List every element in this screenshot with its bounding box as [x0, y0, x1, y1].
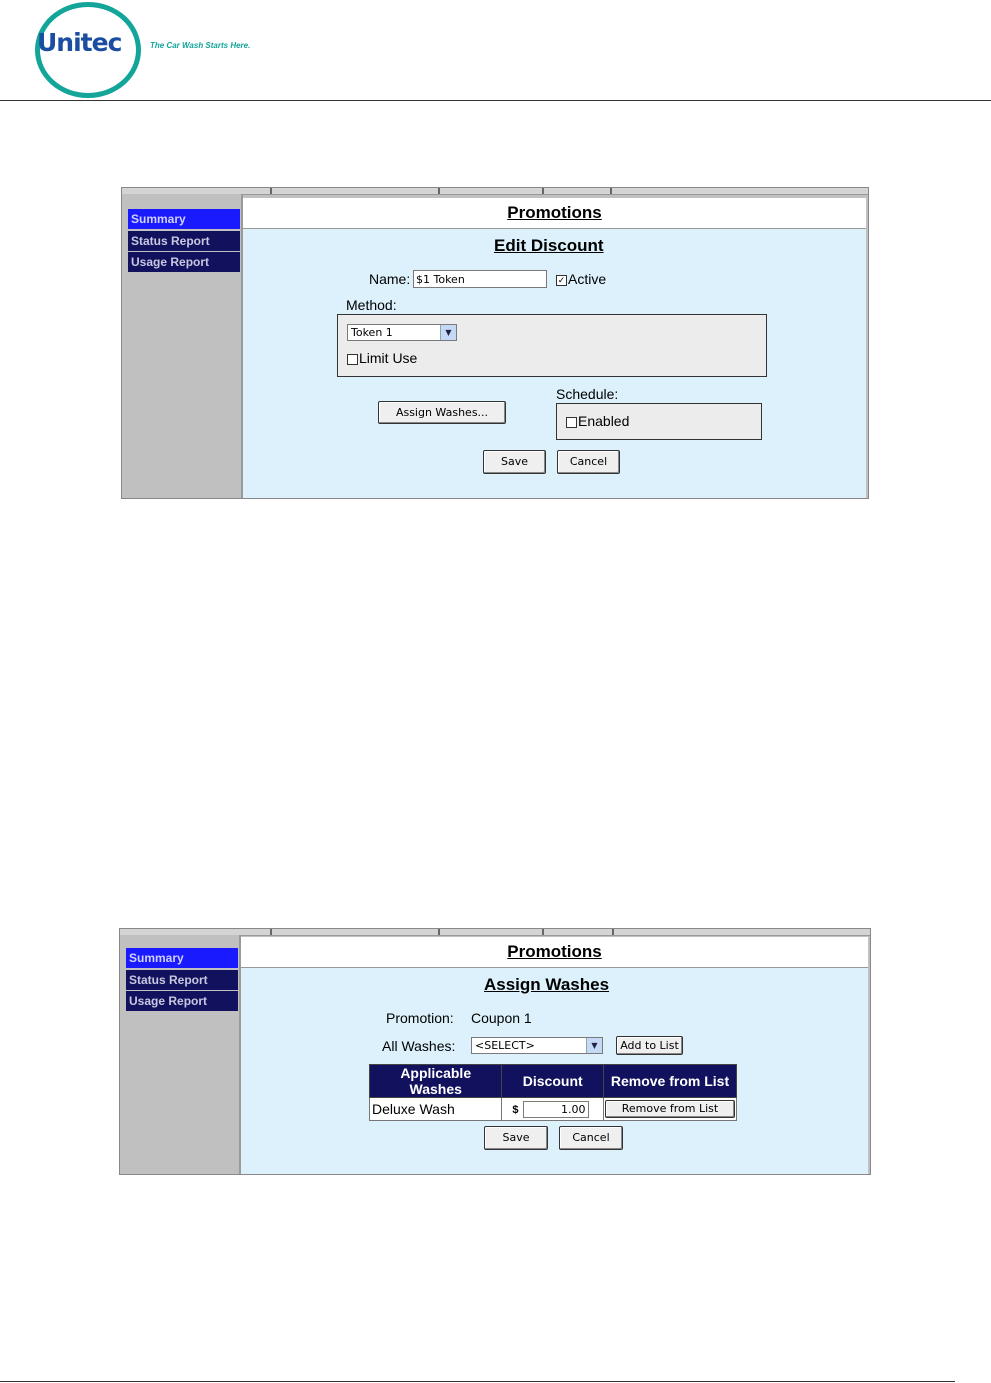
tab-divider: [612, 929, 614, 935]
enabled-checkbox[interactable]: [566, 417, 577, 428]
active-checkbox[interactable]: ✓: [557, 274, 566, 285]
limit-use-checkbox[interactable]: [347, 354, 358, 365]
active-checkbox-wrap[interactable]: [556, 271, 606, 287]
page-title: Promotions: [507, 203, 602, 222]
page-title: Promotions: [507, 942, 602, 961]
table-row: [370, 1098, 737, 1121]
remove-cell: [604, 1098, 737, 1121]
tab-divider: [542, 929, 544, 935]
table-header-row: [370, 1065, 737, 1098]
nav-item-status-report[interactable]: Status Report: [126, 970, 238, 990]
promotion-label: Promotion:: [386, 1010, 454, 1026]
tab-divider: [438, 188, 440, 194]
currency-symbol: $: [512, 1104, 519, 1116]
chevron-down-icon[interactable]: ▼: [586, 1038, 602, 1053]
nav-item-usage-report[interactable]: Usage Report: [128, 252, 240, 272]
all-washes-select[interactable]: [471, 1037, 603, 1054]
brand-tagline: The Car Wash Starts Here.: [150, 41, 251, 50]
page-title-bar: [243, 198, 866, 229]
header-divider: [0, 100, 991, 101]
add-to-list-button[interactable]: Add to List: [616, 1036, 683, 1055]
tab-divider: [542, 188, 544, 194]
section-title: Assign Washes: [484, 975, 610, 994]
cancel-button[interactable]: Cancel: [559, 1126, 623, 1150]
column-header-discount: Discount: [502, 1065, 604, 1098]
page-title-bar: [241, 937, 868, 968]
method-select-value: Token 1: [351, 326, 393, 339]
nav-item-summary[interactable]: Summary: [128, 209, 240, 229]
brand-logo: Unitec: [37, 28, 122, 57]
save-button[interactable]: Save: [484, 1126, 548, 1150]
method-label: Method:: [346, 297, 397, 313]
enabled-checkbox-wrap[interactable]: [566, 413, 629, 429]
schedule-box: [556, 403, 762, 440]
edit-discount-screenshot: [121, 187, 869, 499]
method-box: [337, 314, 767, 377]
section-title: Edit Discount: [494, 236, 604, 255]
promotion-value: Coupon 1: [471, 1010, 532, 1026]
nav-item-usage-report[interactable]: Usage Report: [126, 991, 238, 1011]
discount-input[interactable]: [523, 1101, 589, 1118]
nav-item-summary[interactable]: Summary: [126, 948, 238, 968]
tab-divider: [610, 188, 612, 194]
name-input[interactable]: [413, 270, 547, 288]
remove-from-list-button[interactable]: Remove from List: [605, 1100, 735, 1118]
sidebar: [120, 935, 241, 1174]
column-header-applicable-washes: Applicable Washes: [370, 1065, 502, 1098]
limit-use-label: Limit Use: [359, 350, 418, 366]
tab-divider: [438, 929, 440, 935]
schedule-label: Schedule:: [556, 386, 619, 402]
all-washes-label: All Washes:: [382, 1038, 456, 1054]
discount-cell: [502, 1098, 604, 1121]
name-label: Name:: [369, 271, 411, 287]
chevron-down-icon[interactable]: ▼: [440, 325, 456, 340]
cancel-button[interactable]: Cancel: [557, 450, 620, 474]
nav-item-status-report[interactable]: Status Report: [128, 231, 240, 251]
applicable-washes-table: [369, 1064, 737, 1121]
method-select[interactable]: [347, 324, 457, 341]
tab-divider: [270, 929, 272, 935]
footer-divider: [0, 1381, 955, 1382]
enabled-label: Enabled: [578, 413, 630, 429]
assign-washes-button[interactable]: Assign Washes...: [378, 401, 506, 424]
tab-divider: [270, 188, 272, 194]
edit-discount-content: [243, 229, 866, 498]
all-washes-select-value: <SELECT>: [475, 1039, 535, 1052]
active-label: Active: [568, 271, 607, 287]
assign-washes-content: [241, 968, 868, 1174]
sidebar: [122, 194, 243, 498]
limit-use-checkbox-wrap[interactable]: [347, 350, 417, 366]
column-header-remove: Remove from List: [604, 1065, 737, 1098]
assign-washes-screenshot: [119, 928, 871, 1175]
wash-name-cell: Deluxe Wash: [370, 1098, 502, 1121]
save-button[interactable]: Save: [483, 450, 546, 474]
